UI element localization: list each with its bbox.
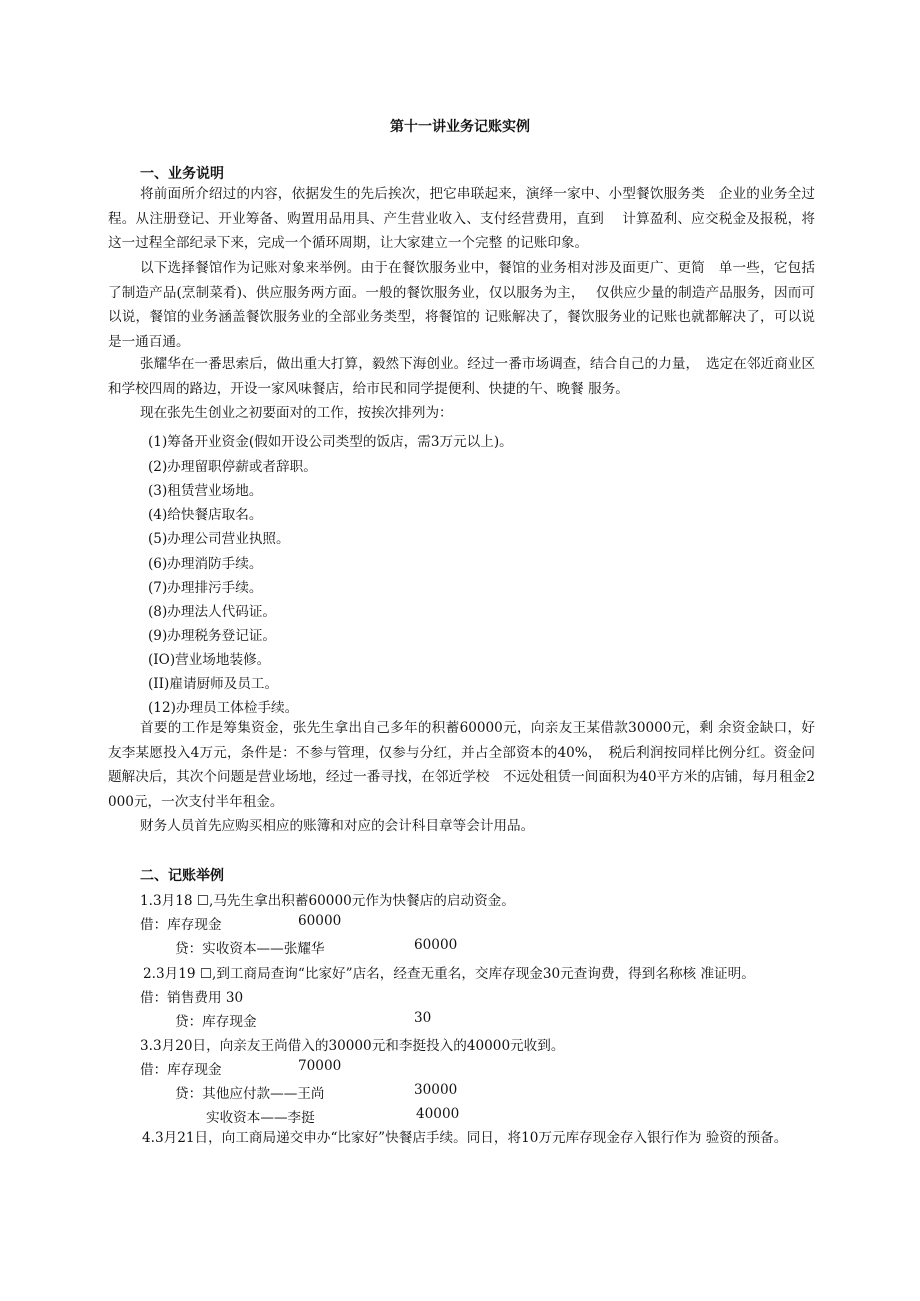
section1-heading: 一、业务说明	[140, 166, 224, 182]
section1-paragraph-5: 首要的工作是筹集资金，张先生拿出自己多年的积蓄60000元，向亲友王某借款30000元，剩 余资金缺口，好友李某愿投入4万元，条件是：不参与管理，仅参与分红，并占全部资本的40%， 税后利润按同样比例分红。资金问题解决后，其次个问题是营业场地，经过一番寻找，在邻近学校 不远处租赁一间面积为40平方米的店铺，每月租金2 000元，一次支付半年租金。	[108, 720, 815, 810]
list-item: (6)办理消防手续。	[148, 556, 263, 572]
section1-paragraph-1: 将前面所介绍过的内容，依据发生的先后挨次，把它串联起来，演绎一家中、小型餐饮服务类 企业的业务全过程。从注册登记、开业筹备、购置用品用具、产生营业收入、支付经营费用，直到 计算盈利、应交税金及报税，将这一过程全部纪录下来，完成一个循环周期，让大家建立一个完整 的记账印象。	[108, 186, 815, 251]
entry-3-debit-label: 借：库存现金	[140, 1062, 222, 1078]
section1-paragraph-4: 现在张先生创业之初要面对的工作，按挨次排列为：	[140, 405, 453, 421]
entry-1-credit-label: 贷：实收资本——张耀华	[175, 941, 325, 957]
entry-3-description: 3.3月20日，向亲友王尚借入的30000元和李挺投入的40000元收到。	[140, 1038, 565, 1054]
list-item: (3)租赁营业场地。	[148, 483, 263, 499]
list-item: (1)筹备开业资金(假如开设公司类型的饭店，需3万元以上)。	[148, 434, 513, 450]
entry-3-credit-1-amount: 30000	[414, 1082, 458, 1098]
section1-paragraph-3: 张耀华在一番思索后，做出重大打算，毅然下海创业。经过一番市场调查，结合自己的力量， 选定在邻近商业区和学校四周的路边，开设一家风味餐店，给市民和同学提便利、快捷的午、晚餐 服务。	[108, 356, 815, 397]
section2-heading: 二、记账举例	[140, 868, 224, 884]
list-item: (IO)营业场地装修。	[148, 652, 271, 668]
entry-3-credit-2-amount: 40000	[416, 1106, 460, 1122]
entry-2-credit-label: 贷：库存现金	[175, 1014, 257, 1030]
entry-2-debit-label: 借：销售费用 30	[140, 990, 244, 1006]
list-item: (12)办理员工体检手续。	[148, 700, 299, 716]
entry-1-debit-amount: 60000	[298, 913, 342, 929]
entry-2-credit-amount: 30	[414, 1010, 432, 1026]
entry-1-debit-label: 借：库存现金	[140, 917, 222, 933]
entry-3-debit-amount: 70000	[298, 1058, 342, 1074]
list-item: (II)雇请厨师及员工。	[148, 676, 279, 692]
list-item: (2)办理留职停薪或者辞职。	[148, 459, 317, 475]
entry-2-description: 2.3月19 ☐,到工商局查询“比家好”店名，经查无重名，交库存现金30元查询费，得到名称核 准证明。	[143, 966, 755, 982]
list-item: (4)给快餐店取名。	[148, 507, 263, 523]
entry-3-credit-2-label: 实收资本——李挺	[206, 1110, 315, 1126]
entry-1-description: 1.3月18 ☐,马先生拿出积蓄60000元作为快餐店的启动资金。	[140, 893, 515, 909]
section1-paragraph-6: 财务人员首先应购买相应的账簿和对应的会计科目章等会计用品。	[140, 818, 535, 834]
entry-3-credit-1-label: 贷：其他应付款——王尚	[175, 1086, 325, 1102]
page-title: 第十一讲业务记账实例	[390, 119, 530, 135]
list-item: (5)办理公司营业执照。	[148, 531, 290, 547]
list-item: (7)办理排污手续。	[148, 580, 263, 596]
entry-4-description: 4.3月21日，向工商局递交申办“比家好”快餐店手续。同日，将10万元库存现金存入银行作为 验资的预备。	[142, 1130, 788, 1146]
entry-1-credit-amount: 60000	[414, 937, 458, 953]
section1-paragraph-2: 以下选择餐馆作为记账对象来举例。由于在餐饮服务业中，餐馆的业务相对涉及面更广、更简 单一些，它包括了制造产品(烹制菜肴)、供应服务两方面。一般的餐饮服务业，仅以服务为主， 仅供应少量的制造产品服务，因而可以说，餐馆的业务涵盖餐饮服务业的全部业务类型，将餐馆的 记账解决了，餐饮服务业的记账也就都解决了，可以说是一通百通。	[108, 260, 815, 350]
list-item: (9)办理税务登记证。	[148, 628, 277, 644]
list-item: (8)办理法人代码证。	[148, 604, 277, 620]
